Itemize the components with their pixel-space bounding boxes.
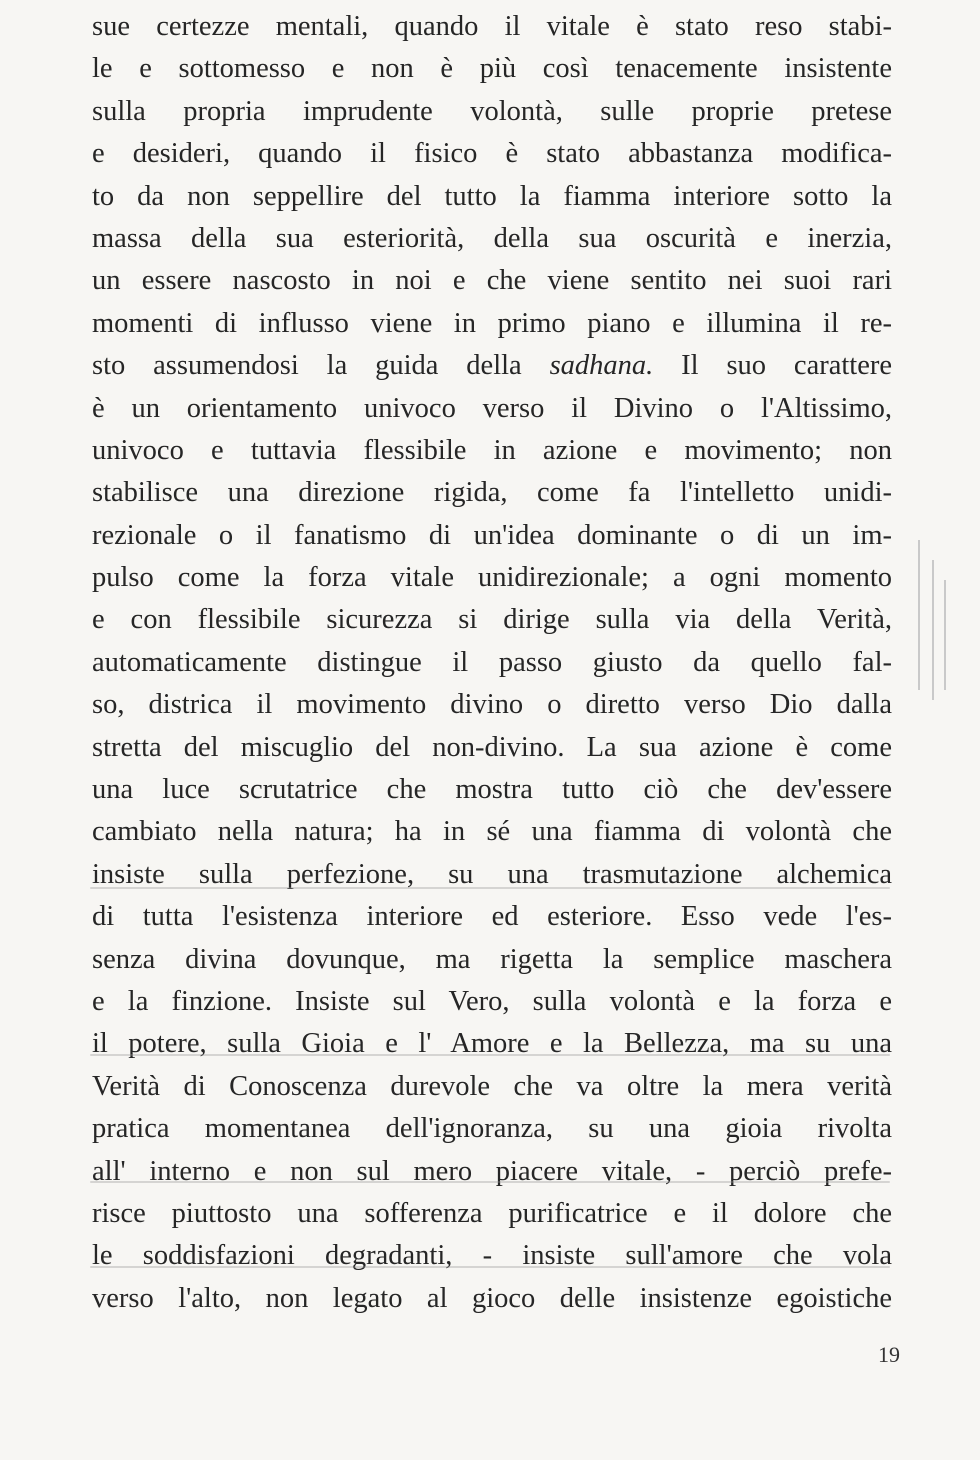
- text-line: stretta del miscuglio del non-divino. La sua azione è come: [92, 731, 892, 763]
- pencil-margin-mark: [918, 540, 920, 690]
- pencil-underline: [90, 1181, 890, 1183]
- pencil-underline: [90, 887, 890, 889]
- text-line: è un orientamento univoco verso il Divino o l'Altissimo,: [92, 392, 892, 424]
- text-line: so, districa il movimento divino o diretto verso Dio dalla: [92, 689, 892, 721]
- text-line: all' interno e non sul mero piacere vitale, - perciò prefe-: [92, 1155, 892, 1187]
- text-line: pratica momentanea dell'ignoranza, su una gioia rivolta: [92, 1113, 892, 1145]
- text-line: le e sottomesso e non è più così tenacemente insistente: [92, 53, 892, 85]
- text-line: stabilisce una direzione rigida, come fa l'intelletto unidi-: [92, 477, 892, 509]
- italic-term: sadhana.: [549, 350, 654, 382]
- text-line: sulla propria imprudente volontà, sulle proprie pretese: [92, 95, 892, 127]
- text-line: univoco e tuttavia flessibile in azione e movimento; non: [92, 434, 892, 466]
- text-segment: sto assumendosi la guida della: [92, 350, 522, 382]
- text-line: una luce scrutatrice che mostra tutto ciò che dev'essere: [92, 774, 892, 806]
- text-line: e con flessibile sicurezza si dirige sulla via della Verità,: [92, 604, 892, 636]
- text-line: verso l'alto, non legato al gioco delle insistenze egoistiche: [92, 1282, 892, 1314]
- text-line: insiste sulla perfezione, su una trasmutazione alchemica: [92, 858, 892, 890]
- text-line: risce piuttosto una sofferenza purificatrice e il dolore che: [92, 1197, 892, 1229]
- pencil-margin-mark: [944, 580, 946, 690]
- body-text: [92, 6, 892, 1320]
- text-line: [92, 345, 892, 387]
- pencil-margin-mark: [932, 560, 934, 700]
- text-line: il potere, sulla Gioia e l' Amore e la Bellezza, ma su una: [92, 1028, 892, 1060]
- text-line: un essere nascosto in noi e che viene sentito nei suoi rari: [92, 265, 892, 297]
- text-line: momenti di influsso viene in primo piano e illumina il re-: [92, 307, 892, 339]
- text-line: cambiato nella natura; ha in sé una fiamma di volontà che: [92, 816, 892, 848]
- text-line: senza divina dovunque, ma rigetta la semplice maschera: [92, 943, 892, 975]
- pencil-underline: [90, 1266, 890, 1268]
- text-line: Verità di Conoscenza durevole che va oltre la mera verità: [92, 1070, 892, 1102]
- text-line: e desideri, quando il fisico è stato abbastanza modifica-: [92, 138, 892, 170]
- text-line: sue certezze mentali, quando il vitale è stato reso stabi-: [92, 11, 892, 42]
- text-line: di tutta l'esistenza interiore ed esteriore. Esso vede l'es-: [92, 901, 892, 933]
- text-segment: Il suo carattere: [653, 350, 892, 382]
- text-line: e la finzione. Insiste sul Vero, sulla volontà e la forza e: [92, 985, 892, 1017]
- text-line: pulso come la forza vitale unidirezionale; a ogni momento: [92, 562, 892, 594]
- text-line: to da non seppellire del tutto la fiamma interiore sotto la: [92, 180, 892, 212]
- page-number: 19: [878, 1342, 900, 1367]
- pencil-underline: [90, 1054, 890, 1056]
- text-line: rezionale o il fanatismo di un'idea dominante o di un im-: [92, 519, 892, 551]
- text-line: automaticamente distingue il passo giusto da quello fal-: [92, 646, 892, 678]
- text-line: le soddisfazioni degradanti, - insiste sull'amore che vola: [92, 1240, 892, 1272]
- text-line: massa della sua esteriorità, della sua oscurità e inerzia,: [92, 222, 892, 254]
